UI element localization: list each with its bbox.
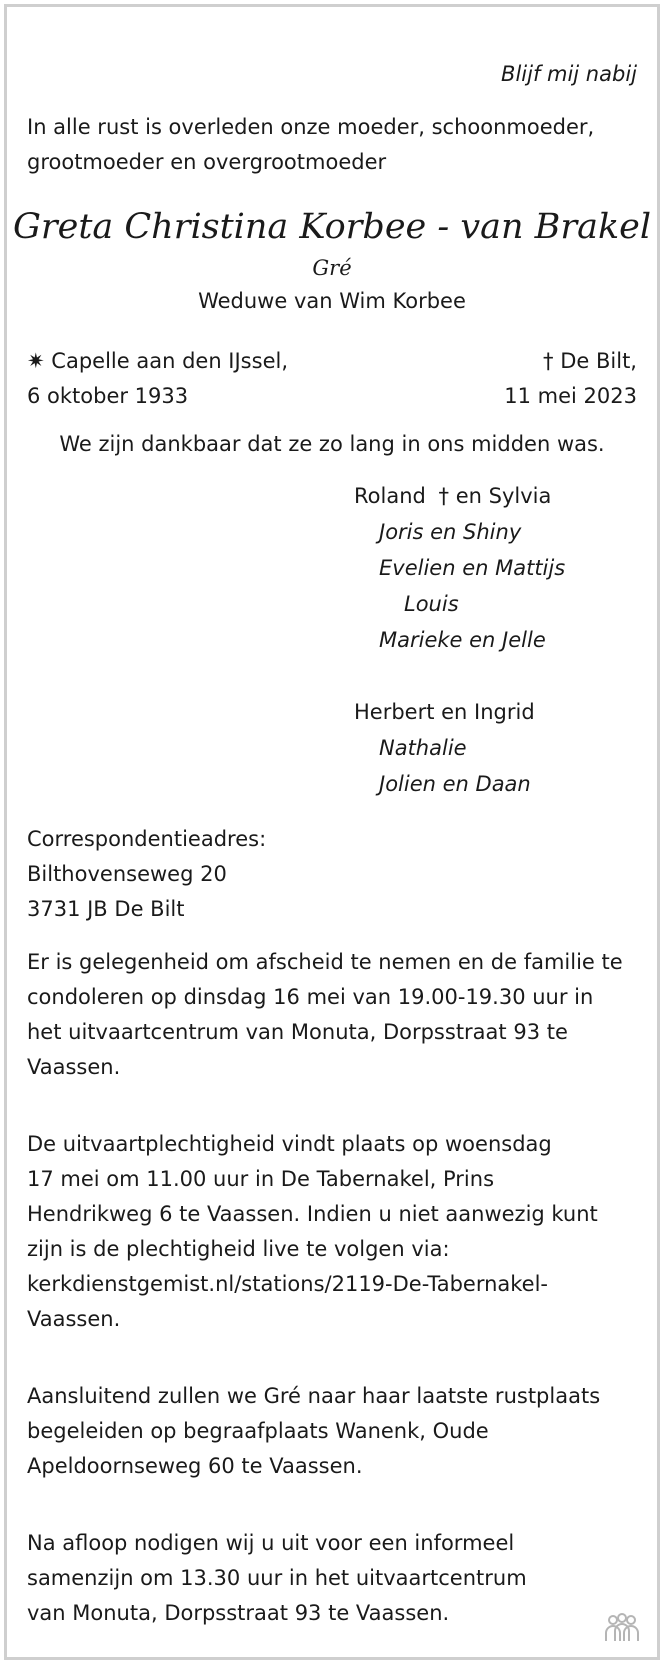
death-date: 11 mei 2023 (504, 384, 637, 408)
paragraph-line: Vaassen. (27, 1055, 121, 1079)
address-block (27, 822, 266, 927)
family-member: Evelien en Mattijs (379, 556, 566, 580)
thanks-line: We zijn dankbaar dat ze zo lang in ons midden was. (59, 432, 605, 456)
address-line: 3731 JB De Bilt (27, 897, 185, 921)
death-cross-icon: † (543, 349, 554, 373)
family-member: Marieke en Jelle (379, 628, 546, 652)
birth-place: Capelle aan den IJssel, (51, 349, 288, 373)
address-line: Correspondentieadres: (27, 827, 267, 851)
paragraph-ceremony (27, 1127, 598, 1337)
address-line: Bilthovenseweg 20 (27, 862, 227, 886)
family-name: en Sylvia (455, 484, 552, 508)
paragraph-line: condoleren op dinsdag 16 mei van 19.00-19.30 uur in (27, 985, 594, 1009)
paragraph-burial (27, 1379, 600, 1484)
paragraph-line: Er is gelegenheid om afscheid te nemen en de familie te (27, 950, 623, 974)
paragraph-line: van Monuta, Dorpsstraat 93 te Vaassen. (27, 1601, 450, 1625)
paragraph-line: Vaassen. (27, 1307, 121, 1331)
motto: Blijf mij nabij (501, 62, 637, 86)
paragraph-line: samenzijn om 13.30 uur in het uitvaartcentrum (27, 1566, 527, 1590)
cross-icon: † (438, 484, 450, 508)
family-member: Louis (404, 592, 459, 616)
paragraph-line: Apeldoornseweg 60 te Vaassen. (27, 1454, 363, 1478)
intro (27, 110, 594, 180)
intro-line: grootmoeder en overgrootmoeder (27, 150, 387, 174)
paragraph-line: Hendrikweg 6 te Vaassen. Indien u niet aanwezig kunt (27, 1202, 598, 1226)
intro-line: In alle rust is overleden onze moeder, schoonmoeder, (27, 115, 595, 139)
death-info (504, 344, 637, 414)
family-member: Jolien en Daan (379, 772, 531, 796)
paragraph-line: begeleiden op begraafplaats Wanenk, Oude (27, 1419, 489, 1443)
family-member: Nathalie (379, 736, 467, 760)
paragraph-reception (27, 1526, 527, 1631)
people-group-icon (601, 1613, 643, 1643)
paragraph-line: Na afloop nodigen wij u uit voor een informeel (27, 1531, 515, 1555)
birth-star-icon: ✷ (27, 349, 45, 373)
paragraph-visitation (27, 945, 623, 1085)
paragraph-line: 17 mei om 11.00 uur in De Tabernakel, Prins (27, 1167, 495, 1191)
paragraph-line: kerkdienstgemist.nl/stations/2119-De-Tabernakel- (27, 1272, 549, 1296)
family-group-2-head: Herbert en Ingrid (354, 700, 535, 724)
widow-line: Weduwe van Wim Korbee (198, 289, 466, 313)
paragraph-line: het uitvaartcentrum van Monuta, Dorpsstraat 93 te (27, 1020, 568, 1044)
death-place: De Bilt, (560, 349, 637, 373)
paragraph-line: Aansluitend zullen we Gré naar haar laatste rustplaats (27, 1384, 601, 1408)
deceased-nickname: Gré (312, 256, 352, 280)
family-name: Roland (354, 484, 426, 508)
family-member: Joris en Shiny (379, 520, 522, 544)
birth-info (27, 344, 288, 414)
paragraph-line: zijn is de plechtigheid live te volgen via: (27, 1237, 450, 1261)
birth-date: 6 oktober 1933 (27, 384, 189, 408)
deceased-name: Greta Christina Korbee - van Brakel (12, 207, 652, 247)
obituary-card (4, 4, 660, 1660)
family-group-1-head (354, 479, 551, 514)
paragraph-line: De uitvaartplechtigheid vindt plaats op woensdag (27, 1132, 552, 1156)
